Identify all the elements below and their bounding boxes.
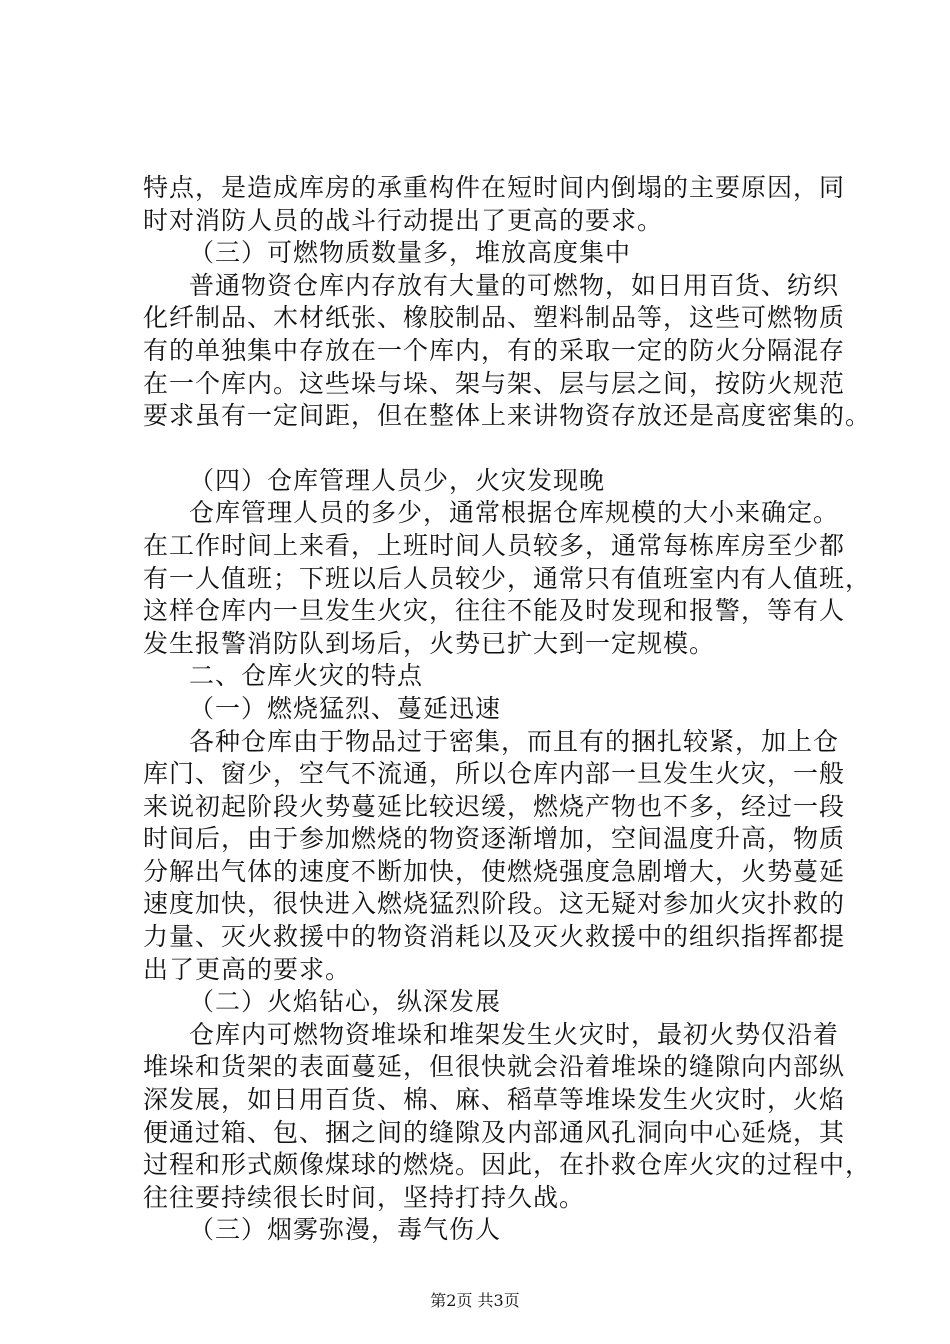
- text-line: 有一人值班；下班以后人员较少，通常只有值班室内有人值班，: [143, 563, 872, 593]
- section-heading: （一）燃烧猛烈、蔓延迅速: [189, 693, 502, 723]
- chapter-heading: 二、仓库火灾的特点: [189, 661, 424, 691]
- text-line: 库门、窗少，空气不流通，所以仓库内部一旦发生火灾，一般: [143, 759, 846, 789]
- text-line: 在一个库内。这些垛与垛、架与架、层与层之间，按防火规范: [143, 368, 846, 398]
- text-line: 来说初起阶段火势蔓延比较迟缓，燃烧产物也不多，经过一段: [143, 791, 846, 821]
- text-line: 力量、灭火救援中的物资消耗以及灭火救援中的组织指挥都提: [143, 922, 846, 952]
- text-line: 仓库内可燃物资堆垛和堆架发生火灾时，最初火势仅沿着: [189, 1019, 840, 1049]
- section-heading: （四）仓库管理人员少，火灾发现晚: [189, 465, 606, 495]
- text-line: 发生报警消防队到场后，火势已扩大到一定规模。: [143, 628, 716, 658]
- paragraph-gap: [143, 433, 843, 465]
- section-heading: （三）烟雾弥漫，毒气伤人: [189, 1215, 502, 1245]
- document-body: [143, 172, 872, 1247]
- text-line: 便通过箱、包、捆之间的缝隙及内部通风孔洞向中心延烧，其: [143, 1117, 846, 1147]
- page-number: 第2页 共3页: [430, 1291, 520, 1310]
- text-line: 分解出气体的速度不断加快，使燃烧强度急剧增大，火势蔓延: [143, 856, 846, 886]
- text-line: 堆垛和货架的表面蔓延，但很快就会沿着堆垛的缝隙向内部纵: [143, 1052, 846, 1082]
- text-line: 化纤制品、木材纸张、橡胶制品、塑料制品等，这些可燃物质: [143, 303, 846, 333]
- text-line: 这样仓库内一旦发生火灾，往往不能及时发现和报警，等有人: [143, 596, 846, 626]
- text-line: 要求虽有一定间距，但在整体上来讲物资存放还是高度密集的。: [143, 401, 872, 431]
- text-line: 特点，是造成库房的承重构件在短时间内倒塌的主要原因，同: [143, 173, 846, 202]
- text-line: 有的单独集中存放在一个库内，有的采取一定的防火分隔混存: [143, 335, 846, 365]
- text-line: 时对消防人员的战斗行动提出了更高的要求。: [143, 205, 664, 235]
- text-line: 深发展，如日用百货、棉、麻、稻草等堆垛发生火灾时，火焰: [143, 1085, 846, 1115]
- section-heading: （三）可燃物质数量多，堆放高度集中: [189, 238, 632, 268]
- text-line: 往往要持续很长时间，坚持打持久战。: [143, 1182, 586, 1212]
- text-line: 速度加快，很快进入燃烧猛烈阶段。这无疑对参加火灾扑救的: [143, 889, 846, 919]
- text-line: 时间后，由于参加燃烧的物资逐渐增加，空间温度升高，物质: [143, 824, 846, 854]
- section-heading: （二）火焰钻心，纵深发展: [189, 987, 502, 1017]
- text-line: 仓库管理人员的多少，通常根据仓库规模的大小来确定。: [189, 498, 840, 528]
- text-line: 在工作时间上来看，上班时间人员较多，通常每栋库房至少都: [143, 530, 846, 560]
- text-line: 普通物资仓库内存放有大量的可燃物，如日用百货、纺织: [189, 270, 840, 300]
- text-line: 各种仓库由于物品过于密集，而且有的捆扎较紧，加上仓: [189, 726, 840, 756]
- text-line: 出了更高的要求。: [143, 954, 352, 984]
- text-line: 过程和形式颇像煤球的燃烧。因此，在扑救仓库火灾的过程中，: [143, 1150, 872, 1180]
